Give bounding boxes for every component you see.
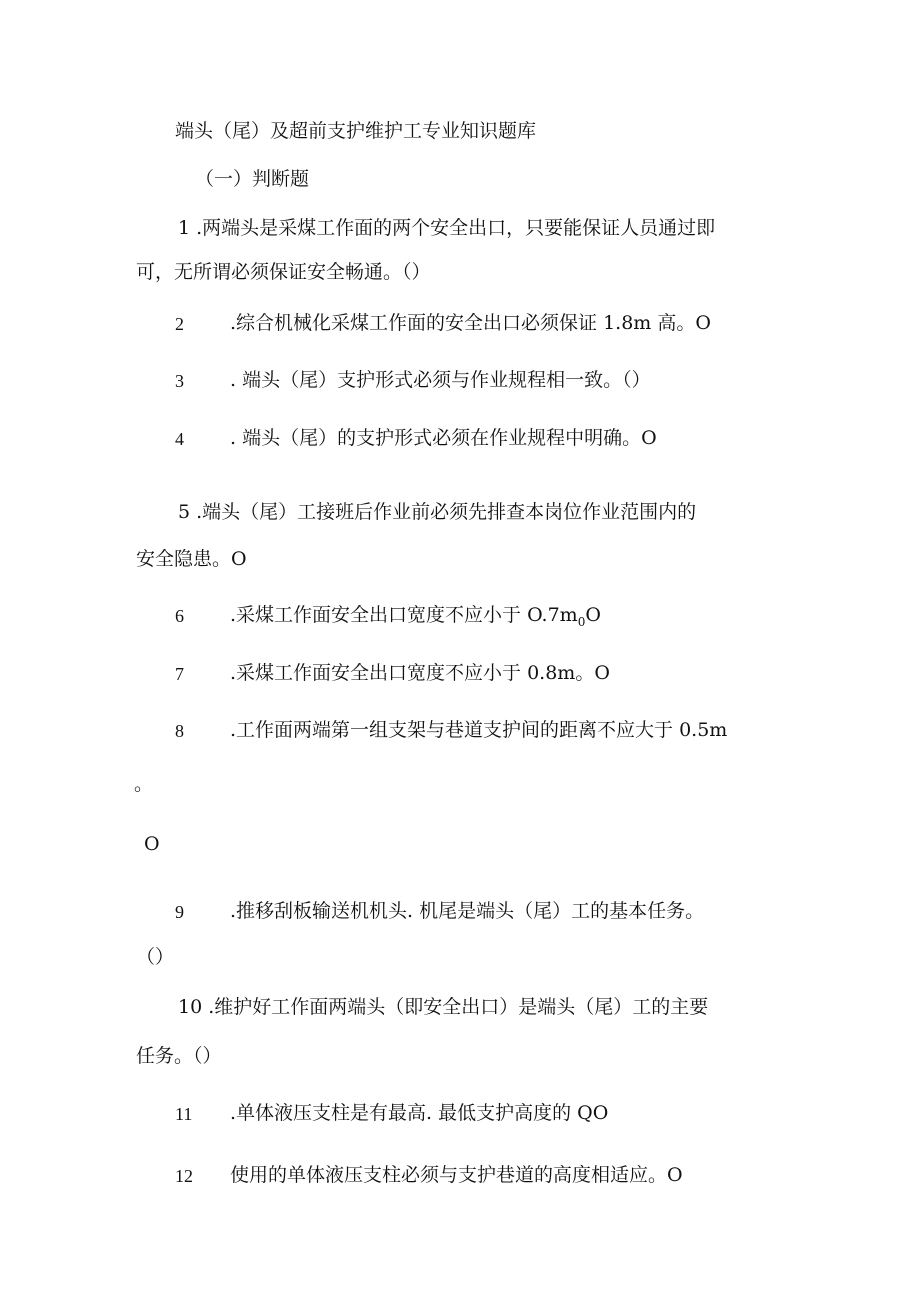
question-9-text: .推移刮板输送机机头. 机尾是端头（尾）工的基本任务。 xyxy=(230,900,705,922)
question-3-number: 3 xyxy=(175,371,184,391)
question-8-text: .工作面两端第一组支架与巷道支护间的距离不应大于 0.5m xyxy=(230,719,728,741)
question-2-number: 2 xyxy=(175,314,184,334)
question-10-line-1: 10 .维护好工作面两端头（即安全出口）是端头（尾）工的主要 xyxy=(178,996,709,1018)
question-10-line-2: 任务。（） xyxy=(136,1045,222,1067)
document-title: 端头（尾）及超前支护维护工专业知识题库 xyxy=(175,120,537,142)
question-8-mark: O xyxy=(144,833,160,855)
question-12-number: 12 xyxy=(175,1166,193,1186)
question-3-text: . 端头（尾）支护形式必须与作业规程相一致。（） xyxy=(230,369,651,391)
question-6-subscript: 0 xyxy=(577,614,586,629)
question-5-line-1: 5 .端头（尾）工接班后作业前必须先排查本岗位作业范围内的 xyxy=(178,501,697,523)
question-11-number: 11 xyxy=(175,1104,193,1124)
section-heading: （一）判断题 xyxy=(195,168,310,190)
question-7-text: .采煤工作面安全出口宽度不应小于 0.8m。O xyxy=(230,662,610,684)
question-4-number: 4 xyxy=(175,429,184,449)
question-4-text: . 端头（尾）的支护形式必须在作业规程中明确。O xyxy=(230,427,657,449)
question-6-mark: O xyxy=(585,604,601,626)
question-1-line-2: 可，无所谓必须保证安全畅通。（） xyxy=(136,261,431,283)
question-11-text: .单体液压支柱是有最高. 最低支护高度的 QO xyxy=(230,1102,609,1124)
question-9-number: 9 xyxy=(175,902,184,922)
question-6-number: 6 xyxy=(175,606,184,626)
question-1-line-1: 1 .两端头是采煤工作面的两个安全出口，只要能保证人员通过即 xyxy=(178,217,716,239)
question-7-number: 7 xyxy=(175,664,184,684)
question-8-continuation: 。 xyxy=(134,773,154,795)
question-5-line-2: 安全隐患。O xyxy=(136,548,247,570)
question-2-text: .综合机械化采煤工作面的安全出口必须保证 1.8m 高。O xyxy=(230,312,711,334)
question-9-mark: （） xyxy=(136,946,175,968)
question-6-text-main: .采煤工作面安全出口宽度不应小于 O.7m xyxy=(230,604,578,626)
question-12-text: 使用的单体液压支柱必须与支护巷道的高度相适应。O xyxy=(230,1164,683,1186)
question-8-number: 8 xyxy=(175,721,184,741)
question-6-text xyxy=(230,606,601,628)
